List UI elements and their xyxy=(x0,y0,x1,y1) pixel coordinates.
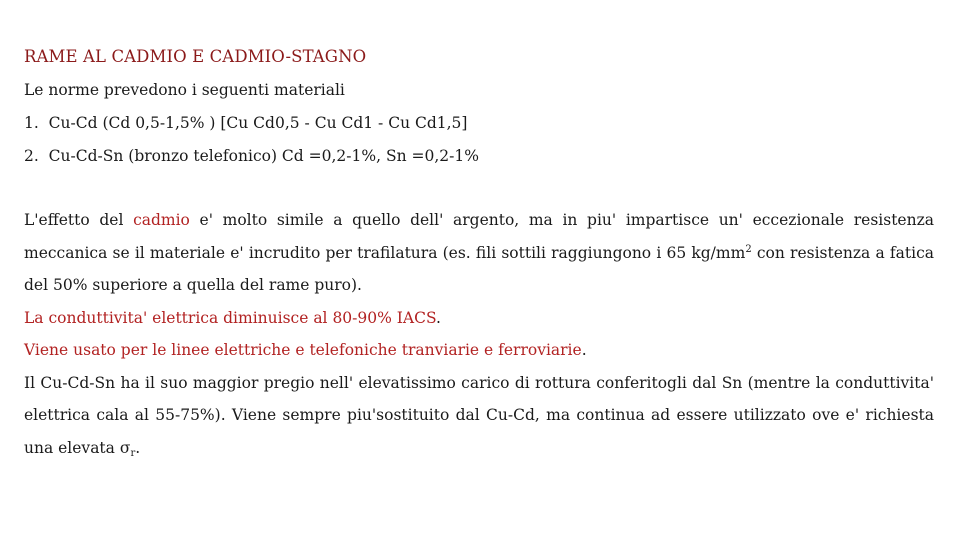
superscript: 2 xyxy=(745,243,752,255)
paragraph-line: elettrica cala al 55-75%). Viene sempre piu'sostituito dal Cu-Cd, ma continua ad essere utilizzato ove e' richiesta xyxy=(24,406,934,424)
list-text: Cu-Cd-Sn (bronzo telefonico) Cd =0,2-1%, Sn =0,2-1% xyxy=(48,147,479,165)
paragraph-line: del 50% superiore a quella del rame puro). xyxy=(24,276,362,294)
paragraph-line: una elevata $\sigma_r$. xyxy=(24,438,141,459)
list-text: Cu-Cd (Cd 0,5-1,5% ) [Cu Cd0,5 - Cu Cd1 - Cu Cd1,5] xyxy=(48,114,468,132)
sigma-symbol: σ xyxy=(119,438,131,457)
paragraph-line: Il Cu-Cd-Sn ha il suo maggior pregio nell' elevatissimo carico di rottura conferitogli dal Sn (mentre la conduttivita' xyxy=(24,373,934,392)
paragraph-line: L'effetto del cadmio e' molto simile a quello dell' argento, ma in piu' impartisce un' eccezionale resistenza xyxy=(24,211,934,229)
highlight-cadmio: cadmio xyxy=(133,211,190,229)
slide-title: RAME AL CADMIO E CADMIO-STAGNO xyxy=(24,47,367,66)
paragraph-cadmium-effect xyxy=(24,204,934,464)
red-statement-conductivity: La conduttivita' elettrica diminuisce al 80-90% IACS. xyxy=(24,308,441,327)
list-item xyxy=(24,146,479,166)
subscript: r xyxy=(130,447,136,459)
list-item xyxy=(24,113,467,133)
intro-text: Le norme prevedono i seguenti materiali xyxy=(24,81,345,99)
red-statement-usage: Viene usato per le linee elettriche e telefoniche tranviarie e ferroviarie. xyxy=(24,341,587,359)
paragraph-line: meccanica se il materiale e' incrudito per trafilatura (es. fili sottili raggiungono i 65 $kg/mm^2$ con resistenza a fatica xyxy=(24,243,934,262)
slide xyxy=(24,0,934,540)
list-number: 1. xyxy=(24,114,39,132)
list-number: 2. xyxy=(24,147,39,165)
